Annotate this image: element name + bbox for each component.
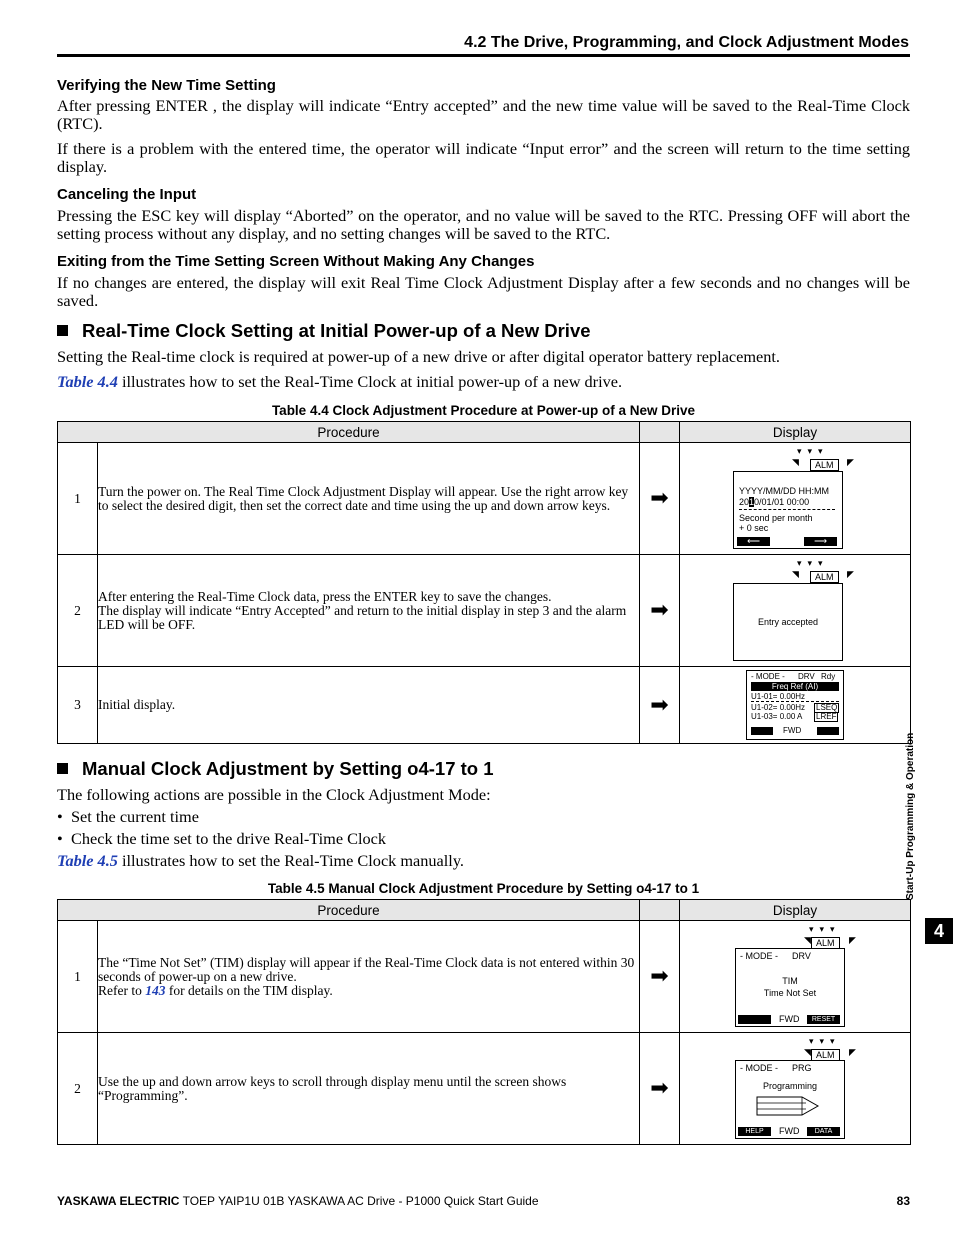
right-arrow-key-icon: ⟶ <box>804 537 837 546</box>
alm-indicator: ALM <box>811 937 840 949</box>
lcd-fwd: FWD <box>779 1014 800 1024</box>
alarm-blink-icon: ▾▾▾ <box>797 447 829 457</box>
rtc-initial-table-ref: Table 4.4 illustrates how to set the Real-Time Clock at initial power-up of a new drive. <box>57 372 623 391</box>
alm-indicator: ALM <box>811 1049 840 1061</box>
step-number: 2 <box>58 555 98 667</box>
step-text: The “Time Not Set” (TIM) display will appear if the Real-Time Clock data is not entered within 30 seconds of power-up on a new drive. Refer to 143 for details on the TIM display. <box>98 921 640 1033</box>
col-procedure: Procedure <box>58 900 640 921</box>
alm-indicator: ALM <box>810 571 839 583</box>
table-row <box>58 443 911 555</box>
lcd-mode: - MODE - <box>751 672 785 681</box>
heading-manual-adjust: Manual Clock Adjustment by Setting o4-17 to 1 <box>57 758 494 780</box>
lcd-rdy: Rdy <box>821 672 836 681</box>
square-bullet-icon <box>57 763 68 774</box>
alarm-ray-right-icon: ◤ <box>849 936 856 946</box>
running-header: 4.2 The Drive, Programming, and Clock Adjustment Modes <box>464 34 909 51</box>
lcd-spm-value: + 0 sec <box>739 523 769 533</box>
alarm-ray-left-icon: ◥ <box>804 1048 811 1058</box>
table-row <box>58 555 911 667</box>
lcd-fwd: FWD <box>783 726 802 735</box>
step-text: Use the up and down arrow keys to scroll through display menu until the screen shows “Programming”. <box>98 1033 640 1145</box>
cancel-paragraph: Pressing the ESC key will display “Aborted” on the operator, and no value will be saved to the RTC. Pressing OFF will abort the setting process without any display, and no setting changes will be saved to the RTC. <box>57 206 910 243</box>
lcd-mode: - MODE - <box>740 951 779 961</box>
col-procedure: Procedure <box>58 422 640 443</box>
lcd-entry-accepted <box>680 555 911 667</box>
col-display: Display <box>680 422 911 443</box>
lcd-u1-03: U1-03= 0.00 A <box>751 712 803 721</box>
lcd-programming <box>680 1033 911 1145</box>
alm-indicator: ALM <box>810 459 839 471</box>
lcd-u1-02: U1-02= 0.00Hz <box>751 703 806 712</box>
step-text: Turn the power on. The Real Time Clock Adjustment Display will appear. Use the right arrow key to select the desired digit, then set the correct date and time using the up and down arrow keys. <box>98 443 640 555</box>
reset-key-label: RESET <box>807 1015 840 1024</box>
step-number: 1 <box>58 921 98 1033</box>
page-number: 83 <box>896 1194 910 1208</box>
exit-paragraph: If no changes are entered, the display will exit Real Time Clock Adjustment Display after a few seconds and no changes will be saved. <box>57 273 910 310</box>
manual-paragraph: The following actions are possible in the Clock Adjustment Mode: <box>57 785 491 804</box>
lcd-rtc-adjust <box>680 443 911 555</box>
lcd-freq-ref-bar: Freq Ref (AI) <box>751 682 839 691</box>
alarm-blink-icon: ▾▾▾ <box>809 1037 841 1047</box>
list-item: • Set the current time <box>57 807 199 826</box>
softkey-right <box>817 727 839 735</box>
chapter-side-label: Start-Up Programming & Operation <box>905 732 916 900</box>
alarm-ray-right-icon: ◤ <box>847 570 854 580</box>
heading-rtc-initial: Real-Time Clock Setting at Initial Power-up of a New Drive <box>57 320 591 342</box>
table-4-5-link[interactable]: Table 4.5 <box>57 851 118 870</box>
lcd-format-line: YYYY/MM/DD HH:MM <box>739 486 830 496</box>
footer-brand: YASKAWA ELECTRIC <box>57 1194 180 1208</box>
alarm-ray-right-icon: ◤ <box>847 458 854 468</box>
footer-doc: TOEP YAIP1U 01B YASKAWA AC Drive - P1000 Quick Start Guide <box>179 1194 539 1208</box>
table-4-4-caption: Table 4.4 Clock Adjustment Procedure at Power-up of a New Drive <box>271 403 696 418</box>
lcd-date-line: 2010/01/01 00:00 <box>739 497 810 507</box>
lcd-fwd: FWD <box>779 1126 800 1136</box>
alarm-ray-right-icon: ◤ <box>849 1048 856 1058</box>
step-number: 1 <box>58 443 98 555</box>
table-4-4 <box>57 421 911 744</box>
lref-indicator: LREF <box>816 712 837 721</box>
alarm-ray-left-icon: ◥ <box>804 936 811 946</box>
lcd-drv: DRV <box>798 672 815 681</box>
rtc-initial-paragraph: Setting the Real-time clock is required at power-up of a new drive or after digital operator battery replacement. <box>57 347 780 366</box>
square-bullet-icon <box>57 325 68 336</box>
table-4-5-caption: Table 4.5 Manual Clock Adjustment Procedure by Setting o4-17 to 1 <box>267 881 700 896</box>
header-rule <box>57 54 910 57</box>
step-number: 3 <box>58 667 98 744</box>
lcd-tim: TIM <box>782 976 798 986</box>
lcd-initial-display <box>680 667 911 744</box>
alarm-ray-left-icon: ◥ <box>792 570 799 580</box>
right-arrow-icon: ➡ <box>640 667 680 744</box>
right-arrow-icon: ➡ <box>640 555 680 667</box>
lcd-programming-text: Programming <box>763 1081 818 1091</box>
col-arrow-blank <box>640 900 680 921</box>
table-row <box>58 1033 911 1145</box>
lcd-time-not-set-text: Time Not Set <box>763 988 817 998</box>
step-number: 2 <box>58 1033 98 1145</box>
heading-exiting: Exiting from the Time Setting Screen Without Making Any Changes <box>57 253 535 270</box>
lcd-time-not-set <box>680 921 911 1033</box>
lcd-drv: DRV <box>792 951 811 961</box>
col-display: Display <box>680 900 911 921</box>
right-arrow-icon: ➡ <box>640 1033 680 1145</box>
lcd-prg: PRG <box>792 1063 812 1073</box>
lseq-indicator: LSEQ <box>816 703 838 712</box>
right-arrow-icon: ➡ <box>640 443 680 555</box>
heading-verifying: Verifying the New Time Setting <box>57 77 276 94</box>
lcd-mode: - MODE - <box>740 1063 779 1073</box>
chapter-tab[interactable]: 4 <box>925 918 953 944</box>
alarm-blink-icon: ▾▾▾ <box>809 925 841 935</box>
lcd-divider <box>751 701 839 702</box>
lcd-divider <box>739 509 835 510</box>
verify-paragraph-2: If there is a problem with the entered time, the operator will indicate “Input error” and the screen will return to the time setting display. <box>57 139 910 176</box>
right-arrow-icon: ➡ <box>640 921 680 1033</box>
list-item: • Check the time set to the drive Real-Time Clock <box>57 829 387 848</box>
softkey-left <box>738 1015 771 1024</box>
alarm-blink-icon: ▾▾▾ <box>797 559 829 569</box>
softkey-left <box>751 727 773 735</box>
lcd-message: Entry accepted <box>757 617 819 627</box>
step-text: Initial display. <box>98 667 640 744</box>
manual-table-ref: Table 4.5 illustrates how to set the Real-Time Clock manually. <box>57 851 464 870</box>
col-arrow-blank <box>640 422 680 443</box>
data-key-label: DATA <box>807 1127 840 1136</box>
step-text: After entering the Real-Time Clock data, press the ENTER key to save the changes. The display will indicate “Entry Accepted” and return to the initial display in step 3 and the alarm LED will be OFF. <box>98 555 640 667</box>
heading-canceling: Canceling the Input <box>57 186 197 203</box>
page-143-link[interactable]: 143 <box>145 982 166 998</box>
help-key-label: HELP <box>738 1127 771 1136</box>
lcd-u1-01: U1-01= 0.00Hz <box>751 692 806 701</box>
verify-paragraph-1: After pressing ENTER , the display will indicate “Entry accepted” and the new time value will be saved to the Real-Time Clock (RTC). <box>57 96 910 133</box>
table-row <box>58 667 911 744</box>
lcd-spm-label: Second per month <box>739 513 813 523</box>
alarm-ray-left-icon: ◥ <box>792 458 799 468</box>
table-4-4-link[interactable]: Table 4.4 <box>57 372 118 391</box>
footer <box>57 1194 910 1208</box>
table-4-5 <box>57 899 911 1145</box>
programming-pencil-icon <box>756 1094 822 1118</box>
table-row <box>58 921 911 1033</box>
cursor-digit: 1 <box>749 497 755 507</box>
left-arrow-key-icon: ⟵ <box>737 537 770 546</box>
